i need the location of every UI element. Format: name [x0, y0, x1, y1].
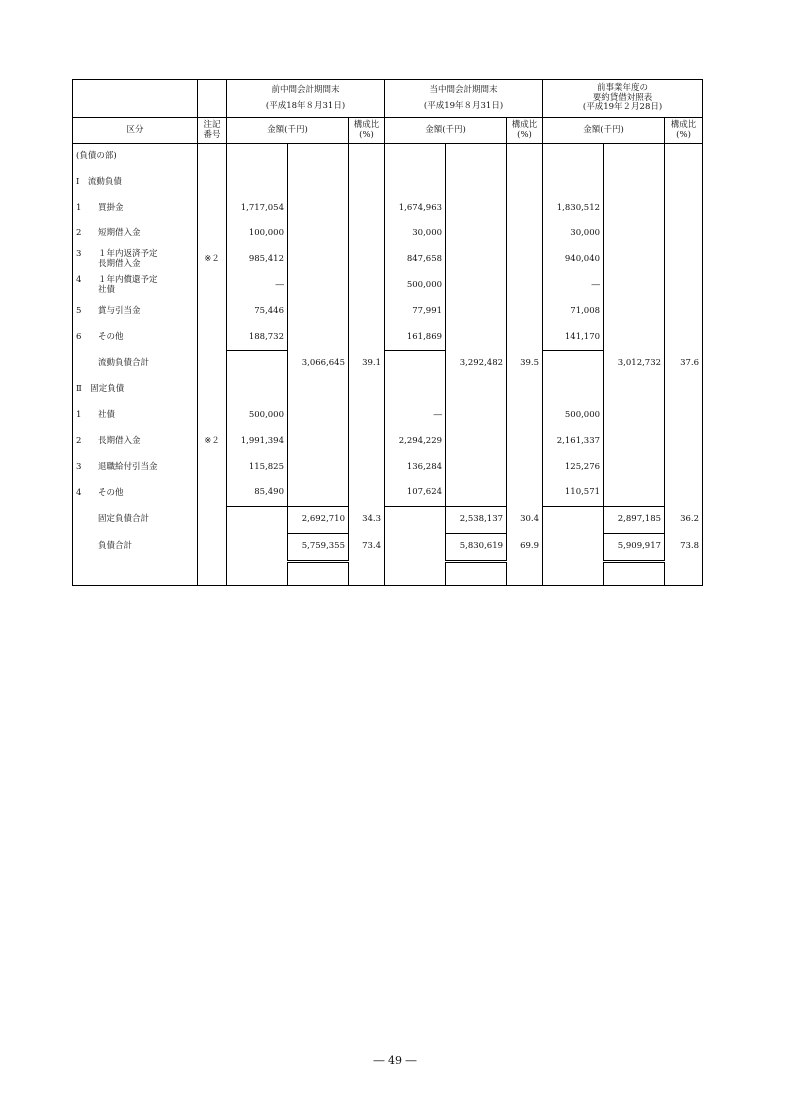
- ratio-current-interim: 69.9: [507, 533, 543, 561]
- amount-current-interim: 30,000: [385, 221, 446, 247]
- amount-prev-interim: 75,446: [227, 299, 288, 325]
- amount-prev-fiscal: 30,000: [543, 221, 604, 247]
- liabilities-total-row: [73, 533, 703, 561]
- row-label: 3 １年内返済予定 長期借入金: [73, 247, 198, 273]
- row-label: 4 その他: [73, 480, 198, 506]
- ratio-prev-fiscal: 37.6: [665, 351, 703, 377]
- table-row: [73, 196, 703, 222]
- total-prev-fiscal: 2,897,185: [604, 507, 665, 534]
- amount-prev-fiscal: 500,000: [543, 403, 604, 429]
- ratio-prev-interim: 39.1: [349, 351, 385, 377]
- total-prev-fiscal: 5,909,917: [604, 533, 665, 561]
- amount-prev-interim: 115,825: [227, 455, 288, 481]
- row-label: 2 短期借入金: [73, 221, 198, 247]
- table-row: [73, 429, 703, 455]
- ratio-prev-fiscal: 73.8: [665, 533, 703, 561]
- amount-prev-fiscal: 110,571: [543, 480, 604, 506]
- header-ratio-3: 構成比 (%): [665, 118, 703, 144]
- row-label: 4 １年内償還予定 社債: [73, 273, 198, 299]
- row-label: 2 長期借入金: [73, 429, 198, 455]
- table-row: [73, 325, 703, 351]
- amount-prev-interim: ―: [227, 273, 288, 299]
- note-number: ※２: [198, 429, 227, 455]
- row-label: 5 賞与引当金: [73, 299, 198, 325]
- table-row: [73, 247, 703, 273]
- total-label: 負債合計: [73, 533, 198, 561]
- amount-prev-fiscal: 71,008: [543, 299, 604, 325]
- header-ratio-2: 構成比 (%): [507, 118, 543, 144]
- header-kubun: 区分: [73, 118, 198, 144]
- amount-current-interim: 161,869: [385, 325, 446, 351]
- current-liabilities-heading-row: [73, 170, 703, 196]
- ratio-prev-fiscal: 36.2: [665, 507, 703, 534]
- row-label: 1 買掛金: [73, 196, 198, 222]
- fixed-liabilities-heading: Ⅱ 固定負債: [73, 377, 198, 403]
- header-amount-1: 金額(千円): [227, 118, 349, 144]
- table-row: [73, 480, 703, 506]
- amount-prev-fiscal: 940,040: [543, 247, 604, 273]
- total-current-interim: 3,292,482: [446, 351, 507, 377]
- table-row: [73, 273, 703, 299]
- header-row-columns: [73, 118, 703, 144]
- amount-current-interim: 500,000: [385, 273, 446, 299]
- header-row-periods: [73, 80, 703, 118]
- amount-prev-interim: 85,490: [227, 480, 288, 506]
- ratio-prev-interim: 34.3: [349, 507, 385, 534]
- amount-current-interim: 77,991: [385, 299, 446, 325]
- amount-current-interim: 847,658: [385, 247, 446, 273]
- ratio-prev-interim: 73.4: [349, 533, 385, 561]
- balance-sheet-liabilities-table: [72, 79, 703, 586]
- amount-prev-fiscal: 1,830,512: [543, 196, 604, 222]
- table-row: [73, 403, 703, 429]
- total-prev-fiscal: 3,012,732: [604, 351, 665, 377]
- section-liabilities-label: (負債の部): [73, 144, 198, 170]
- section-liabilities-row: [73, 144, 703, 170]
- amount-prev-fiscal: 125,276: [543, 455, 604, 481]
- header-ratio-1: 構成比 (%): [349, 118, 385, 144]
- amount-prev-interim: 985,412: [227, 247, 288, 273]
- period-header-prev-fiscal-year: 前事業年度の 要約貸借対照表 (平成19年２月28日): [543, 80, 703, 118]
- amount-prev-fiscal: 2,161,337: [543, 429, 604, 455]
- current-liabilities-heading: Ⅰ 流動負債: [73, 170, 198, 196]
- total-prev-interim: 3,066,645: [288, 351, 349, 377]
- header-amount-2: 金額(千円): [385, 118, 507, 144]
- amount-prev-interim: 1,717,054: [227, 196, 288, 222]
- amount-prev-fiscal: ―: [543, 273, 604, 299]
- total-prev-interim: 5,759,355: [288, 533, 349, 561]
- note-number: ※２: [198, 247, 227, 273]
- row-label: 6 その他: [73, 325, 198, 351]
- period-header-prev-interim: 前中間会計期間末 (平成18年８月31日): [227, 80, 385, 118]
- page-number: ― 49 ―: [373, 1054, 417, 1067]
- header-amount-3: 金額(千円): [543, 118, 665, 144]
- total-label: 流動負債合計: [73, 351, 198, 377]
- row-label: 3 退職給付引当金: [73, 455, 198, 481]
- table-row: [73, 455, 703, 481]
- table-bottom-row: [73, 561, 703, 585]
- amount-prev-interim: 1,991,394: [227, 429, 288, 455]
- fixed-liabilities-heading-row: [73, 377, 703, 403]
- total-current-interim: 5,830,619: [446, 533, 507, 561]
- table-row: [73, 299, 703, 325]
- ratio-current-interim: 30.4: [507, 507, 543, 534]
- amount-current-interim: ―: [385, 403, 446, 429]
- total-current-interim: 2,538,137: [446, 507, 507, 534]
- amount-prev-interim: 500,000: [227, 403, 288, 429]
- amount-current-interim: 1,674,963: [385, 196, 446, 222]
- total-label: 固定負債合計: [73, 507, 198, 534]
- amount-current-interim: 136,284: [385, 455, 446, 481]
- header-blank-note: [198, 80, 227, 118]
- header-note-number: 注記 番号: [198, 118, 227, 144]
- current-liabilities-total-row: [73, 351, 703, 377]
- amount-prev-fiscal: 141,170: [543, 325, 604, 351]
- row-label: 1 社債: [73, 403, 198, 429]
- amount-prev-interim: 100,000: [227, 221, 288, 247]
- amount-prev-interim: 188,732: [227, 325, 288, 351]
- header-blank: [73, 80, 198, 118]
- amount-current-interim: 107,624: [385, 480, 446, 506]
- ratio-current-interim: 39.5: [507, 351, 543, 377]
- fixed-liabilities-total-row: [73, 507, 703, 534]
- table-row: [73, 221, 703, 247]
- total-prev-interim: 2,692,710: [288, 507, 349, 534]
- period-header-current-interim: 当中間会計期間末 (平成19年８月31日): [385, 80, 543, 118]
- amount-current-interim: 2,294,229: [385, 429, 446, 455]
